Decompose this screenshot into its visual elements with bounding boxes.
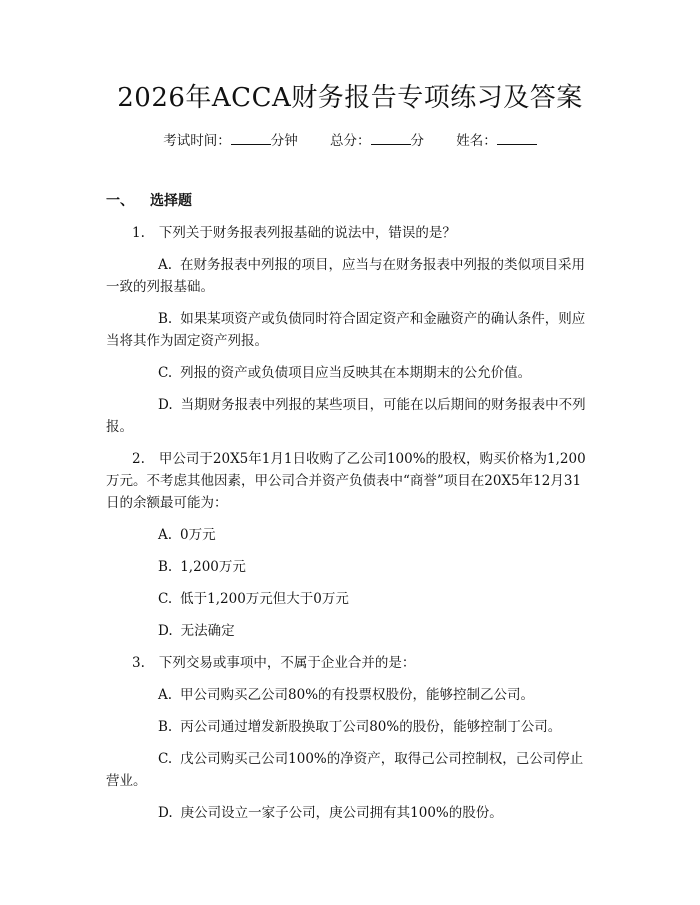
option-letter: C. [158,365,173,381]
total-score-blank [371,130,411,145]
option-letter: A. [158,687,173,703]
section-number: 一、 [106,193,134,209]
option-text: 低于1,200万元但大于0万元 [180,591,349,607]
option-text: 无法确定 [180,623,235,639]
question-text: 下列关于财务报表列报基础的说法中，错误的是？ [158,225,456,241]
option-text: 庚公司设立一家子公司，庚公司拥有其100%的股份。 [180,805,503,821]
option-3a [106,684,594,706]
option-text: 0万元 [180,527,216,543]
option-3d [106,802,594,824]
section-heading [106,190,192,212]
option-letter: D. [158,805,173,821]
question-text: 下列交易或事项中，不属于企业合并的是： [158,655,416,671]
option-3b [106,716,594,738]
option-text: 戊公司购买己公司100%的净资产，取得己公司控制权，己公司停止营业。 [106,751,584,789]
total-score-label: 总分： [330,133,371,149]
option-letter: B. [158,559,173,575]
option-letter: D. [158,623,173,639]
option-2d [106,620,594,642]
option-1b [106,308,594,352]
option-2c [106,588,594,610]
option-letter: B. [158,311,173,327]
student-name [456,130,537,152]
option-letter: B. [158,719,173,735]
total-score-unit: 分 [410,133,424,149]
option-text: 1,200万元 [180,559,246,575]
question-number: 1. [132,225,145,241]
exam-time-blank [231,130,271,145]
exam-time [163,130,298,152]
option-text: 在财务报表中列报的项目，应当与在财务报表中列报的类似项目采用一致的列报基础。 [106,257,586,295]
option-text: 当期财务报表中列报的某些项目，可能在以后期间的财务报表中不列报。 [106,397,586,435]
student-name-blank [497,130,537,145]
option-letter: C. [158,591,173,607]
option-1c [106,362,594,384]
question-1 [106,222,594,244]
exam-time-label: 考试时间： [163,133,231,149]
option-text: 甲公司购买乙公司80%的有投票权股份，能够控制乙公司。 [180,687,535,703]
option-3c [106,748,594,792]
option-text: 如果某项资产或负债同时符合固定资产和金融资产的确认条件，则应当将其作为固定资产列报。 [106,311,586,349]
option-text: 列报的资产或负债项目应当反映其在本期期末的公允价值。 [180,365,532,381]
option-letter: A. [158,257,173,273]
option-text: 丙公司通过增发新股换取丁公司80%的股份，能够控制丁公司。 [180,719,562,735]
option-letter: C. [158,751,173,767]
page-title: 2026年ACCA财务报告专项练习及答案 [117,83,583,113]
section-title: 选择题 [150,193,192,209]
exam-time-unit: 分钟 [270,133,298,149]
option-2b [106,556,594,578]
option-letter: D. [158,397,173,413]
question-number: 2. [132,451,145,467]
exam-meta [0,130,700,152]
option-2a [106,524,594,546]
question-list [106,222,594,834]
option-1d [106,394,594,438]
question-3 [106,652,594,674]
question-number: 3. [132,655,145,671]
total-score [330,130,424,152]
question-text: 甲公司于20X5年1月1日收购了乙公司100%的股权，购买价格为1,200万元。不考虑其他因素，甲公司合并资产负债表中“商誉”项目在20X5年12月31日的余额最可能为： [106,451,586,511]
question-2 [106,448,594,514]
option-1a [106,254,594,298]
student-name-label: 姓名： [456,133,497,149]
option-letter: A. [158,527,173,543]
